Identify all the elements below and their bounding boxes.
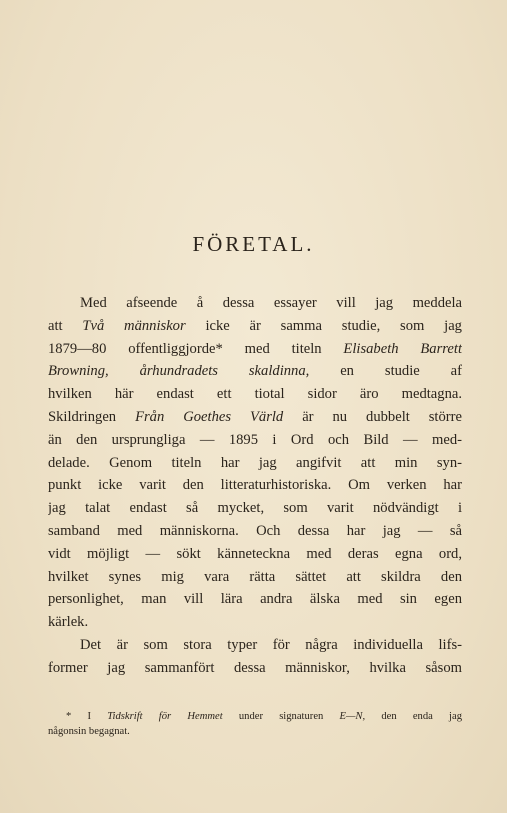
text-line xyxy=(48,406,462,429)
text-line xyxy=(48,338,462,361)
text-span: den enda jag xyxy=(365,711,462,722)
text-line xyxy=(48,315,462,338)
italic-title: Tidskrift för Hemmet xyxy=(107,711,223,722)
text-span: former jag sammanfört dessa människor, hvilka såsom xyxy=(48,659,462,676)
text-span: hvilken här endast ett tiotal sidor äro medtagna. xyxy=(48,386,462,403)
text-line xyxy=(48,383,462,406)
text-span: Med afseende å dessa essayer vill jag meddela xyxy=(80,295,462,311)
page-title: FÖRETAL. xyxy=(192,232,315,256)
text-span: jag talat endast så mycket, som varit nödvändigt i xyxy=(48,500,462,517)
text-span: är nu dubbelt större xyxy=(283,408,462,425)
text-line xyxy=(48,474,462,497)
text-span: Skildringen xyxy=(48,408,136,425)
text-span: under signaturen xyxy=(222,711,340,722)
text-line xyxy=(48,429,462,452)
text-span: punkt icke varit den litteraturhistoriska. Om verken har xyxy=(48,477,462,494)
text-span: personlighet, man vill lära andra älska med sin egen xyxy=(48,591,462,608)
footnote-line xyxy=(48,709,462,724)
italic-title: Elisabeth Barrett xyxy=(343,340,462,357)
text-span: * I xyxy=(66,711,108,722)
text-span: kärlek. xyxy=(48,614,89,631)
footnote xyxy=(48,709,462,739)
text-span: 1879—80 offentliggjorde* med titeln xyxy=(48,340,344,357)
italic-signature: E—N, xyxy=(339,711,366,722)
footnote-line xyxy=(48,724,462,739)
italic-title: Två människor xyxy=(82,317,186,334)
text-line xyxy=(48,566,462,589)
text-span: att xyxy=(48,317,83,334)
italic-title: Browning, århundradets skaldinna, xyxy=(48,363,310,380)
text-line xyxy=(48,543,462,566)
text-span: delade. Genom titeln har jag angifvit att min syn- xyxy=(48,454,462,471)
text-line xyxy=(48,520,462,543)
text-line xyxy=(48,292,462,315)
body-text xyxy=(48,292,462,680)
text-span: någonsin begagnat. xyxy=(48,726,130,737)
text-line xyxy=(48,657,462,680)
text-line xyxy=(48,588,462,611)
text-span: icke är samma studie, som jag xyxy=(185,317,462,334)
text-line xyxy=(48,360,462,383)
text-line xyxy=(48,452,462,475)
text-span: en studie af xyxy=(309,363,462,380)
italic-title: Från Goethes Värld xyxy=(135,408,284,425)
text-line xyxy=(48,634,462,657)
text-line xyxy=(48,611,462,634)
text-span: än den ursprungliga — 1895 i Ord och Bild — med- xyxy=(48,431,462,448)
text-line xyxy=(48,497,462,520)
text-span: Det är som stora typer för några individuella lifs- xyxy=(80,636,462,653)
text-span: samband med människorna. Och dessa har jag — så xyxy=(48,522,462,539)
text-span: vidt möjligt — sökt känneteckna med deras egna ord, xyxy=(48,545,462,562)
text-span: hvilket synes mig vara rätta sättet att skildra den xyxy=(48,568,462,585)
